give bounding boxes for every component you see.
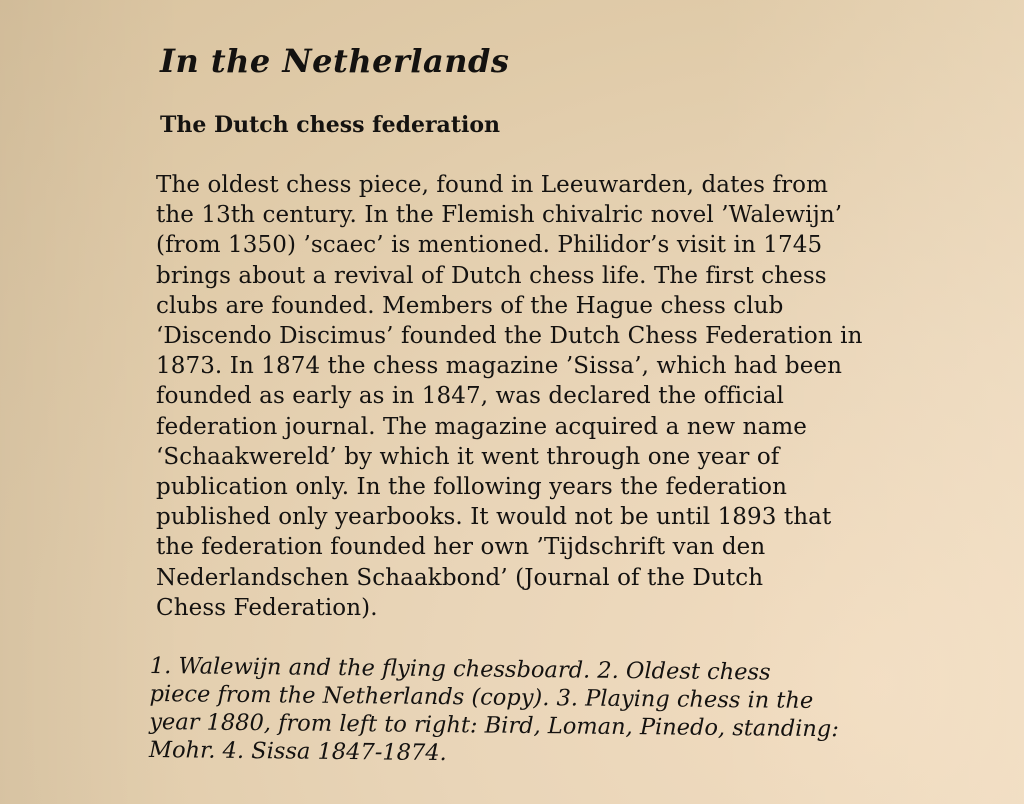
placard-subheading: The Dutch chess federation — [160, 112, 501, 138]
body-line: The oldest chess piece, found in Leeuwarden, dates from — [156, 172, 829, 198]
body-line: Chess Federation). — [156, 594, 378, 621]
body-line: Nederlandschen Schaakbond’ (Journal of the Dutch — [156, 564, 764, 591]
body-line: publication only. In the following years the federation — [156, 474, 788, 501]
placard-body-text — [156, 170, 863, 623]
body-line: ‘Schaakwereld’ by which it went through one year of — [156, 443, 780, 470]
placard-heading: In the Netherlands — [160, 42, 510, 80]
body-line: published only yearbooks. It would not be until 1893 that — [156, 504, 832, 531]
body-line: clubs are founded. Members of the Hague chess club — [156, 292, 784, 319]
caption-line: Mohr. 4. Sissa 1847-1874. — [148, 736, 447, 767]
placard-caption — [149, 652, 840, 771]
body-line: ‘Discendo Discimus’ founded the Dutch Chess Federation in — [156, 323, 863, 350]
body-line: federation journal. The magazine acquired a new name — [156, 413, 807, 440]
body-line: brings about a revival of Dutch chess life. The first chess — [156, 262, 827, 289]
caption-line: year 1880, from left to right: Bird, Loman, Pinedo, standing: — [149, 708, 839, 743]
body-line: founded as early as in 1847, was declared the official — [156, 383, 784, 410]
body-line: the federation founded her own ’Tijdschrift van den — [156, 534, 766, 561]
body-line: 1873. In 1874 the chess magazine ’Sissa’, which had been — [156, 353, 843, 380]
caption-line: 1. Walewijn and the flying chessboard. 2. Oldest chess — [149, 652, 771, 686]
caption-line: piece from the Netherlands (copy). 3. Playing chess in the — [149, 680, 814, 714]
body-line: (from 1350) ’scaec’ is mentioned. Philidor’s visit in 1745 — [156, 232, 823, 259]
body-line: the 13th century. In the Flemish chivalric novel ’Walewijn’ — [156, 202, 843, 229]
